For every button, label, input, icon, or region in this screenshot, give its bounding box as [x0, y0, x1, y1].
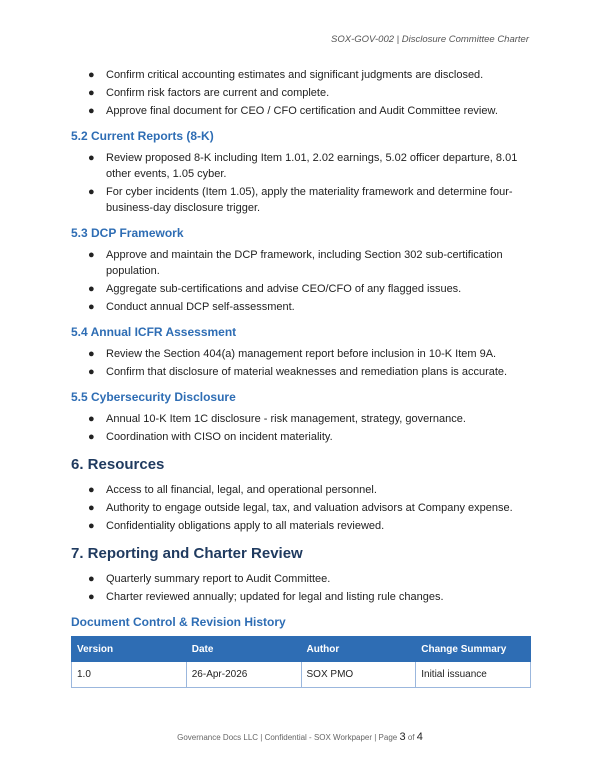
- bullet-list-6: [71, 482, 531, 534]
- list-item-text: Conduct annual DCP self-assessment.: [106, 301, 295, 313]
- list-item: [71, 482, 531, 498]
- bullet-icon: ●: [88, 413, 95, 425]
- section-heading-5-4: 5.4 Annual ICFR Assessment: [71, 325, 237, 339]
- list-item-text: Charter reviewed annually; updated for legal and listing rule changes.: [106, 591, 444, 603]
- bullet-icon: ●: [88, 301, 95, 313]
- bullet-icon: ●: [88, 87, 95, 99]
- list-item: [71, 103, 531, 119]
- list-item-text: Confirm critical accounting estimates and significant judgments are disclosed.: [106, 69, 484, 81]
- list-item-text: Quarterly summary report to Audit Committee.: [106, 573, 331, 585]
- list-item: [71, 429, 531, 445]
- bullet-icon: ●: [88, 366, 95, 378]
- bullet-icon: ●: [88, 249, 95, 261]
- column-header-date: Date: [186, 637, 301, 662]
- bullet-icon: ●: [88, 502, 95, 514]
- bullet-icon: ●: [88, 591, 95, 603]
- bullet-icon: ●: [88, 484, 95, 496]
- list-item: [71, 346, 531, 362]
- list-item: [71, 518, 531, 534]
- bullet-list-5-3: [71, 247, 531, 315]
- table-cell: 26-Apr-2026: [186, 662, 301, 688]
- doc-control-heading: Document Control & Revision History: [71, 615, 286, 629]
- list-item-text: Access to all financial, legal, and operational personnel.: [106, 484, 377, 496]
- column-header-author: Author: [301, 637, 416, 662]
- column-header-version: Version: [72, 637, 187, 662]
- section-heading-5-2: 5.2 Current Reports (8-K): [71, 129, 214, 143]
- list-item-text: Confirm that disclosure of material weaknesses and remediation plans is accurate.: [106, 366, 508, 378]
- list-item: [71, 85, 531, 101]
- bullet-icon: ●: [88, 431, 95, 443]
- table-cell: Initial issuance: [416, 662, 531, 688]
- list-item: [71, 500, 531, 516]
- list-item-text: Approve and maintain the DCP framework, including Section 302 sub-certification population.: [106, 249, 503, 277]
- list-item: [71, 411, 531, 427]
- bullet-icon: ●: [88, 520, 95, 532]
- list-item: [71, 299, 531, 315]
- section-heading-5-3: 5.3 DCP Framework: [71, 226, 184, 240]
- footer-of: of: [407, 733, 415, 742]
- bullet-icon: ●: [88, 283, 95, 295]
- list-item-text: For cyber incidents (Item 1.05), apply the materiality framework and determine four-business-day disclosure trigger.: [106, 186, 513, 214]
- list-item: [71, 281, 531, 297]
- section-heading-5-5: 5.5 Cybersecurity Disclosure: [71, 390, 236, 404]
- list-item-text: Coordination with CISO on incident materiality.: [106, 431, 333, 443]
- list-item: [71, 67, 531, 83]
- list-item: [71, 589, 531, 605]
- bullet-list-5-2: [71, 150, 531, 216]
- section-heading-7: 7. Reporting and Charter Review: [71, 545, 303, 562]
- list-item: [71, 150, 531, 182]
- document-body: [71, 67, 531, 688]
- page-number: 3: [399, 731, 406, 743]
- list-item-text: Aggregate sub-certifications and advise CEO/CFO of any flagged issues.: [106, 283, 462, 295]
- page-header: SOX-GOV-002 | Disclosure Committee Charter: [331, 34, 529, 45]
- bullet-list-5-4: [71, 346, 531, 380]
- list-item-text: Confirm risk factors are current and complete.: [106, 87, 330, 99]
- page-footer: [0, 731, 600, 743]
- list-item: [71, 364, 531, 380]
- bullet-icon: ●: [88, 105, 95, 117]
- bullet-icon: ●: [88, 186, 95, 198]
- list-item-text: Annual 10-K Item 1C disclosure - risk management, strategy, governance.: [106, 413, 466, 425]
- list-item-text: Review proposed 8-K including Item 1.01, 2.02 earnings, 5.02 officer departure, 8.01 other events, 1.05 cyber.: [106, 152, 518, 180]
- bullet-list-5-5: [71, 411, 531, 445]
- list-item-text: Authority to engage outside legal, tax, and valuation advisors at Company expense.: [106, 502, 513, 514]
- bullet-icon: ●: [88, 152, 95, 164]
- intro-bullet-list: [71, 67, 531, 119]
- bullet-icon: ●: [88, 573, 95, 585]
- list-item: [71, 571, 531, 587]
- column-header-change-summary: Change Summary: [416, 637, 531, 662]
- list-item-text: Review the Section 404(a) management report before inclusion in 10-K Item 9A.: [106, 348, 497, 360]
- table-row: [72, 662, 531, 688]
- bullet-icon: ●: [88, 348, 95, 360]
- table-header-row: [72, 637, 531, 662]
- list-item-text: Approve final document for CEO / CFO certification and Audit Committee review.: [106, 105, 498, 117]
- bullet-list-7: [71, 571, 531, 605]
- table-cell: 1.0: [72, 662, 187, 688]
- list-item: [71, 184, 531, 216]
- footer-text: Governance Docs LLC | Confidential - SOX Workpaper | Page: [177, 733, 398, 742]
- bullet-icon: ●: [88, 69, 95, 81]
- section-heading-6: 6. Resources: [71, 456, 165, 473]
- table-cell: SOX PMO: [301, 662, 416, 688]
- revision-history-table: [71, 636, 531, 688]
- list-item-text: Confidentiality obligations apply to all materials reviewed.: [106, 520, 385, 532]
- list-item: [71, 247, 531, 279]
- page-total: 4: [416, 731, 423, 743]
